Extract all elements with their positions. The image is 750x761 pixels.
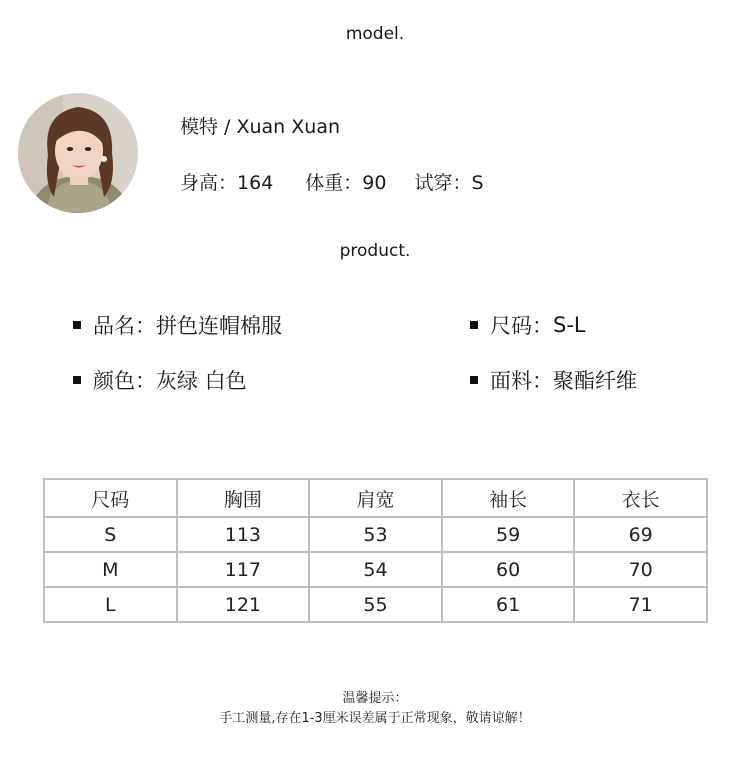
- weight-label: 体重：: [305, 172, 363, 194]
- note-title: 温馨提示：: [342, 691, 408, 706]
- table-row: [44, 587, 707, 622]
- attribute-label: 品名：: [93, 314, 156, 338]
- attribute-label: 尺码：: [490, 314, 553, 338]
- table-cell: 60: [442, 552, 575, 587]
- attribute-label: 颜色：: [93, 369, 156, 393]
- attribute-value: S-L: [553, 313, 586, 337]
- model-name: 模特 / Xuan Xuan: [180, 116, 341, 138]
- bullet-icon: [73, 376, 81, 384]
- table-header-row: [44, 479, 707, 517]
- bullet-icon: [73, 321, 81, 329]
- table-cell: 53: [309, 517, 442, 552]
- header-cell: 衣长: [574, 479, 707, 517]
- table-cell: 69: [574, 517, 707, 552]
- note-text: 手工测量,存在1-3厘米误差属于正常现象，敬请谅解！: [219, 711, 531, 726]
- table-cell: 71: [574, 587, 707, 622]
- attribute-label: 面料：: [490, 369, 553, 393]
- header-cell: 尺码: [44, 479, 177, 517]
- table-cell: M: [44, 552, 177, 587]
- bullet-icon: [470, 376, 478, 384]
- model-section-title: model.: [345, 24, 405, 44]
- table-cell: 70: [574, 552, 707, 587]
- product-section-title: product.: [339, 241, 411, 261]
- table-cell: 113: [177, 517, 310, 552]
- model-stats: [180, 168, 484, 195]
- table-cell: 54: [309, 552, 442, 587]
- table-cell: 59: [442, 517, 575, 552]
- trial-size-label: 试穿：: [414, 172, 472, 194]
- table-row: [44, 552, 707, 587]
- height-label: 身高：: [180, 172, 238, 194]
- size-table: [43, 478, 708, 623]
- height-value: 164: [237, 172, 274, 194]
- table-cell: 61: [442, 587, 575, 622]
- attribute-value: 拼色连帽棉服: [156, 314, 282, 338]
- product-attribute-name: [73, 310, 282, 340]
- table-row: [44, 517, 707, 552]
- header-cell: 肩宽: [309, 479, 442, 517]
- header-cell: 胸围: [177, 479, 310, 517]
- product-attribute-size: [470, 310, 586, 340]
- bullet-icon: [470, 321, 478, 329]
- model-avatar: [18, 93, 138, 213]
- trial-size-value: S: [471, 172, 484, 194]
- product-attribute-fabric: [470, 365, 637, 395]
- weight-value: 90: [362, 172, 387, 194]
- table-cell: 121: [177, 587, 310, 622]
- table-cell: 117: [177, 552, 310, 587]
- attribute-value: 灰绿 白色: [156, 369, 247, 393]
- header-cell: 袖长: [442, 479, 575, 517]
- product-attribute-color: [73, 365, 247, 395]
- table-cell: 55: [309, 587, 442, 622]
- table-cell: S: [44, 517, 177, 552]
- model-portrait-image: [18, 93, 138, 213]
- attribute-value: 聚酯纤维: [553, 369, 637, 393]
- table-cell: L: [44, 587, 177, 622]
